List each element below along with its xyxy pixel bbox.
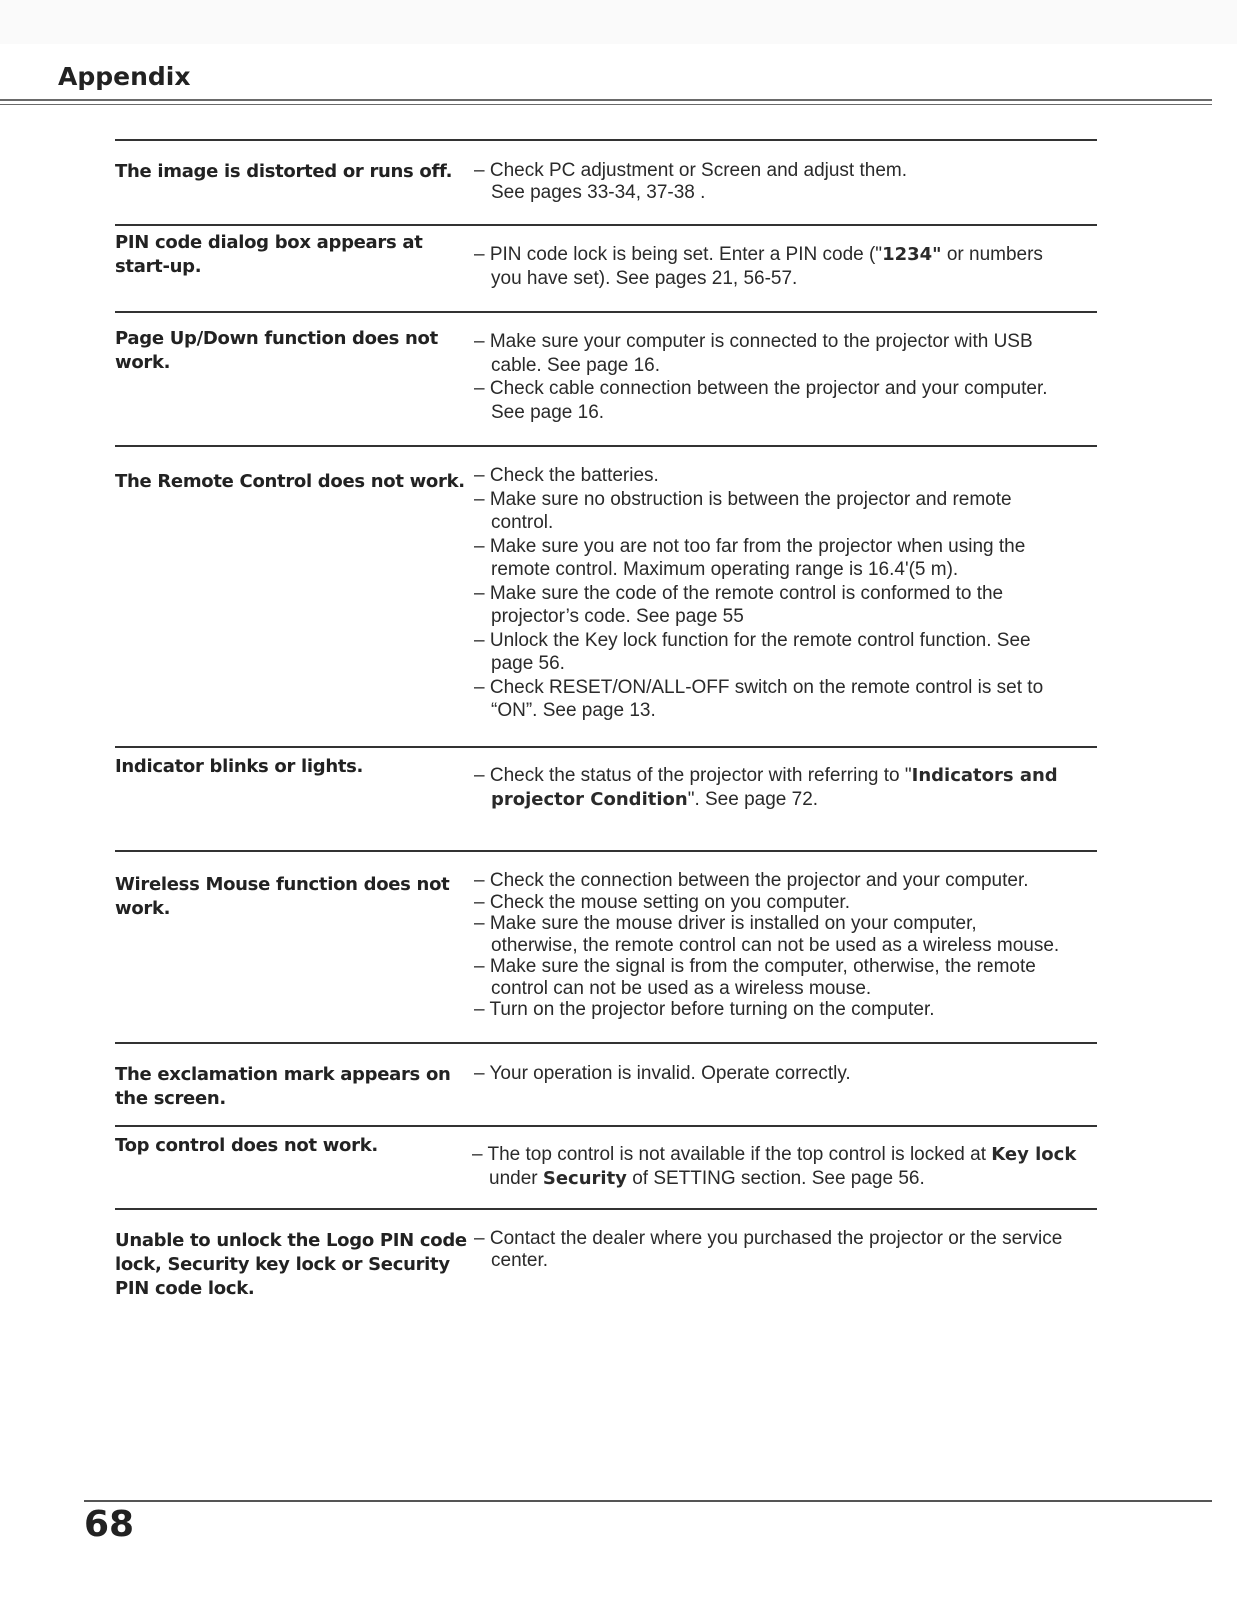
solution-line: – Unlock the Key lock function for the remote control function. See (474, 629, 1031, 651)
pin-code-value: 1234" (882, 244, 942, 265)
solution-line: – Check RESET/ON/ALL-OFF switch on the remote control is set to (474, 676, 1044, 698)
row-divider (115, 1042, 1097, 1044)
solution-line (474, 788, 1099, 812)
solution-text: under (489, 1167, 543, 1189)
solution-remote-control (474, 464, 1099, 723)
section-title: Appendix (58, 62, 191, 91)
issue-page-up-down (115, 327, 460, 375)
solution-text: ". See page 72. (687, 788, 819, 810)
issue-text: Page Up/Down function does not (115, 328, 438, 349)
solution-line: otherwise, the remote control can not be used as a wireless mouse. (491, 934, 1060, 956)
issue-top-control (115, 1134, 460, 1158)
issue-indicator-blinks (115, 755, 460, 779)
issue-text: work. (115, 352, 171, 373)
solution-line: remote control. Maximum operating range is 16.4'(5 m). (491, 559, 959, 580)
solution-line: – Contact the dealer where you purchased the projector or the service (474, 1228, 1063, 1249)
solution-line: page 56. (491, 653, 565, 674)
solution-line: you have set). See pages 21, 56-57. (491, 267, 798, 289)
issue-text: PIN code lock. (115, 1278, 255, 1299)
solution-indicator-blinks (474, 764, 1099, 811)
issue-text: The Remote Control does not work. (115, 471, 465, 492)
page-number: 68 (84, 1504, 135, 1545)
row-divider (115, 139, 1097, 141)
solution-line: – Make sure the code of the remote control is conformed to the (474, 582, 1004, 604)
solution-line: – Make sure the mouse driver is installed on your computer, (474, 913, 977, 934)
issue-text: start-up. (115, 256, 202, 277)
solution-text: – Check the status of the projector with referring to " (474, 765, 912, 786)
issue-text: Indicator blinks or lights. (115, 756, 364, 777)
solution-page-up-down (474, 330, 1099, 424)
solution-pin-code-dialog (474, 243, 1099, 290)
solution-line: – Your operation is invalid. Operate correctly. (474, 1063, 851, 1084)
emphasis-text: Indicators and (911, 765, 1058, 786)
issue-text: lock, Security key lock or Security (115, 1254, 450, 1275)
footer-rule (84, 1500, 1212, 1502)
row-divider (115, 445, 1097, 447)
solution-line: control. (491, 512, 554, 533)
solution-line: – Check PC adjustment or Screen and adjust them. (474, 160, 908, 181)
solution-line: center. (491, 1249, 549, 1271)
solution-text: or numbers (941, 244, 1043, 265)
solution-line: – Make sure you are not too far from the projector when using the (474, 535, 1026, 557)
issue-text: Unable to unlock the Logo PIN code (115, 1230, 467, 1251)
solution-line: projector’s code. See page 55 (491, 606, 744, 627)
issue-text: work. (115, 898, 171, 919)
row-divider (115, 1125, 1097, 1127)
solution-line: – Make sure no obstruction is between the projector and remote (474, 488, 1012, 510)
header-rule-thin (0, 104, 1212, 105)
solution-line: See page 16. (491, 401, 605, 423)
solution-image-distorted (474, 159, 1099, 203)
solution-top-control (472, 1143, 1097, 1190)
solution-line: – Check the mouse setting on you computer. (474, 891, 850, 913)
solution-line: – Turn on the projector before turning on the computer. (474, 999, 935, 1020)
solution-line: “ON”. See page 13. (491, 700, 656, 721)
solution-exclamation-mark (474, 1062, 1099, 1086)
issue-text: Wireless Mouse function does not (115, 874, 450, 895)
issue-remote-control (115, 470, 465, 494)
solution-wireless-mouse (474, 870, 1099, 1021)
solution-line: – Make sure the signal is from the computer, otherwise, the remote (474, 956, 1036, 977)
solution-line: – Check the connection between the projector and your computer. (474, 870, 1029, 891)
header-rule (0, 99, 1212, 101)
issue-text: The exclamation mark appears on (115, 1064, 451, 1085)
emphasis-text: projector Condition (491, 788, 688, 810)
issue-wireless-mouse (115, 873, 460, 921)
issue-text: Top control does not work. (115, 1135, 378, 1156)
issue-pin-code-dialog (115, 231, 460, 279)
row-divider (115, 746, 1097, 748)
solution-line: – Check the batteries. (474, 465, 659, 486)
solution-text: – The top control is not available if the top control is locked at (472, 1144, 992, 1165)
emphasis-text: Key lock (991, 1144, 1077, 1165)
page-top-band (0, 0, 1237, 44)
row-divider (115, 850, 1097, 852)
issue-exclamation-mark (115, 1063, 460, 1111)
row-divider (115, 224, 1097, 226)
solution-text: – PIN code lock is being set. Enter a PIN code (" (474, 244, 883, 265)
solution-line: – Check cable connection between the projector and your computer. (474, 378, 1048, 399)
issue-text: PIN code dialog box appears at (115, 232, 423, 253)
solution-line (474, 764, 1099, 788)
solution-line (472, 1167, 1097, 1191)
solution-unable-to-unlock (474, 1227, 1099, 1271)
issue-text: The image is distorted or runs off. (115, 161, 453, 182)
issue-unable-to-unlock (115, 1229, 467, 1301)
row-divider (115, 311, 1097, 313)
issue-text: the screen. (115, 1088, 226, 1109)
solution-line: See pages 33-34, 37-38 . (491, 181, 706, 203)
solution-line: – Make sure your computer is connected to the projector with USB (474, 331, 1033, 352)
emphasis-text: Security (542, 1167, 627, 1189)
solution-text: of SETTING section. See page 56. (626, 1167, 925, 1189)
row-divider (115, 1208, 1097, 1210)
issue-image-distorted (115, 160, 460, 184)
solution-line: control can not be used as a wireless mouse. (491, 977, 872, 999)
solution-line (474, 243, 1099, 267)
solution-line (472, 1143, 1097, 1167)
solution-line: cable. See page 16. (491, 354, 661, 376)
